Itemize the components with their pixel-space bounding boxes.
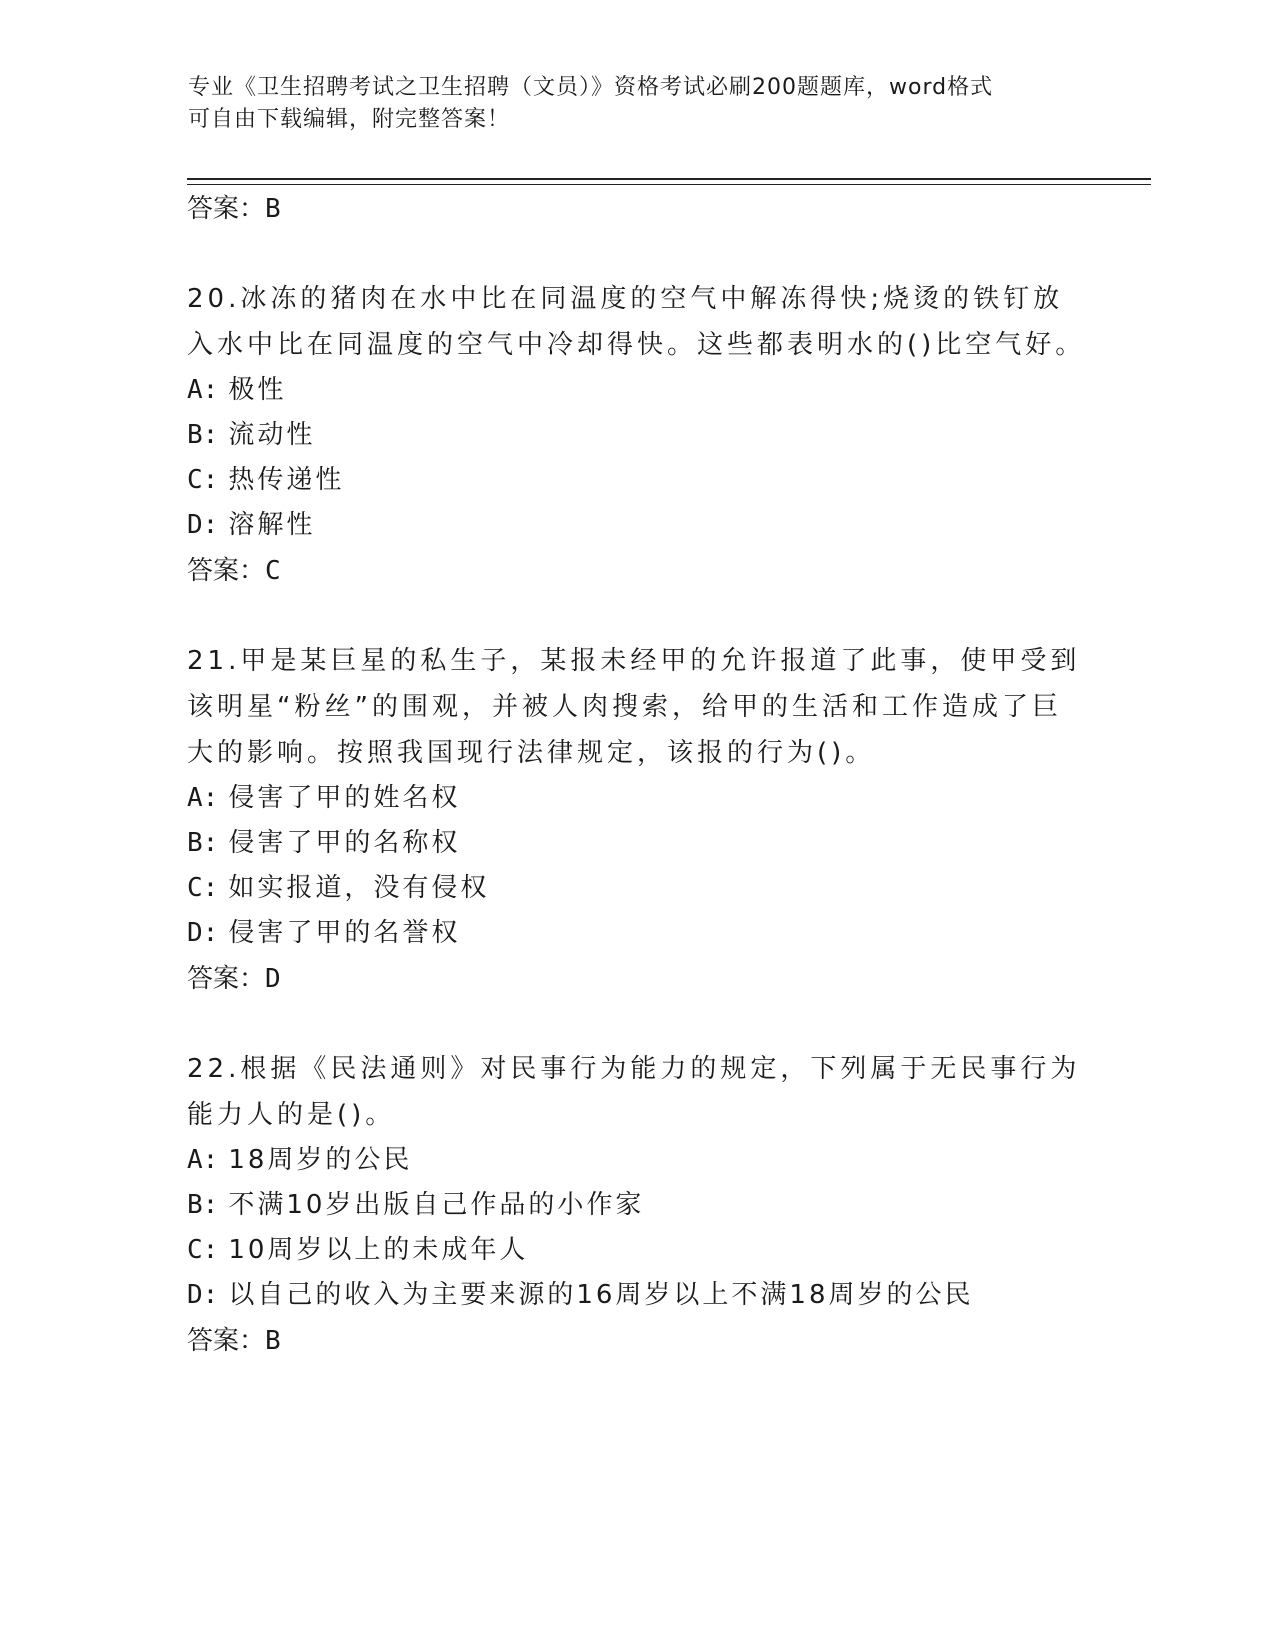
option-text: 如实报道，没有侵权 <box>228 873 490 903</box>
answer-label: 答案： <box>187 194 266 224</box>
option-a <box>187 776 1087 821</box>
answer-label: 答案： <box>187 556 266 586</box>
option-c <box>187 458 1087 503</box>
option-letter: D: <box>187 510 219 540</box>
option-text: 侵害了甲的姓名权 <box>228 783 461 813</box>
option-b <box>187 1183 1087 1228</box>
question-20 <box>187 276 1087 594</box>
option-b <box>187 821 1087 866</box>
option-letter: B: <box>187 1190 219 1220</box>
option-d <box>187 503 1087 548</box>
option-c <box>187 866 1087 911</box>
option-text: 流动性 <box>228 420 316 450</box>
option-a <box>187 1138 1087 1183</box>
option-letter: B: <box>187 420 219 450</box>
option-letter: C: <box>187 873 219 903</box>
header-line-1: 专业《卫生招聘考试之卫生招聘（文员）》资格考试必刷200题题库，word格式 <box>188 75 994 100</box>
option-b <box>187 413 1087 458</box>
answer-value: C <box>265 556 281 586</box>
question-21 <box>187 638 1087 1002</box>
header-rule-thick <box>187 178 1151 180</box>
option-d <box>187 1273 1087 1318</box>
option-c <box>187 1228 1087 1273</box>
previous-answer <box>187 186 1087 232</box>
question-answer <box>187 1318 1087 1364</box>
option-d <box>187 911 1087 956</box>
question-answer <box>187 956 1087 1002</box>
option-text: 溶解性 <box>228 510 316 540</box>
question-22 <box>187 1046 1087 1364</box>
option-letter: A: <box>187 1145 219 1175</box>
question-stem: 21.甲是某巨星的私生子，某报未经甲的允许报道了此事，使甲受到该明星“粉丝”的围观，并被人肉搜索，给甲的生活和工作造成了巨大的影响。按照我国现行法律规定，该报的行为()。 <box>187 646 1081 768</box>
question-stem: 20.冰冻的猪肉在水中比在同温度的空气中解冻得快;烧烫的铁钉放入水中比在同温度的空气中冷却得快。这些都表明水的()比空气好。 <box>187 284 1086 360</box>
answer-value: B <box>265 194 281 224</box>
header-rule-thin <box>187 184 1151 185</box>
option-letter: D: <box>187 1280 219 1310</box>
option-letter: A: <box>187 375 219 405</box>
option-text: 18周岁的公民 <box>228 1145 413 1175</box>
document-header <box>188 72 1088 136</box>
option-text: 不满10岁出版自己作品的小作家 <box>228 1190 645 1220</box>
answer-value: D <box>265 964 281 994</box>
option-text: 侵害了甲的名称权 <box>228 828 461 858</box>
question-stem: 22.根据《民法通则》对民事行为能力的规定，下列属于无民事行为能力人的是()。 <box>187 1054 1081 1130</box>
option-text: 10周岁以上的未成年人 <box>228 1235 529 1265</box>
option-text: 以自己的收入为主要来源的16周岁以上不满18周岁的公民 <box>228 1280 974 1310</box>
document-body <box>187 186 1087 1364</box>
option-letter: B: <box>187 828 219 858</box>
option-text: 极性 <box>228 375 287 405</box>
option-text: 热传递性 <box>228 465 345 495</box>
option-a <box>187 368 1087 413</box>
option-letter: C: <box>187 1235 219 1265</box>
question-answer <box>187 548 1087 594</box>
answer-value: B <box>265 1326 281 1356</box>
header-line-2: 可自由下载编辑，附完整答案！ <box>188 107 511 132</box>
option-text: 侵害了甲的名誉权 <box>228 918 461 948</box>
answer-label: 答案： <box>187 1326 266 1356</box>
option-letter: D: <box>187 918 219 948</box>
option-letter: A: <box>187 783 219 813</box>
option-letter: C: <box>187 465 219 495</box>
answer-label: 答案： <box>187 964 266 994</box>
